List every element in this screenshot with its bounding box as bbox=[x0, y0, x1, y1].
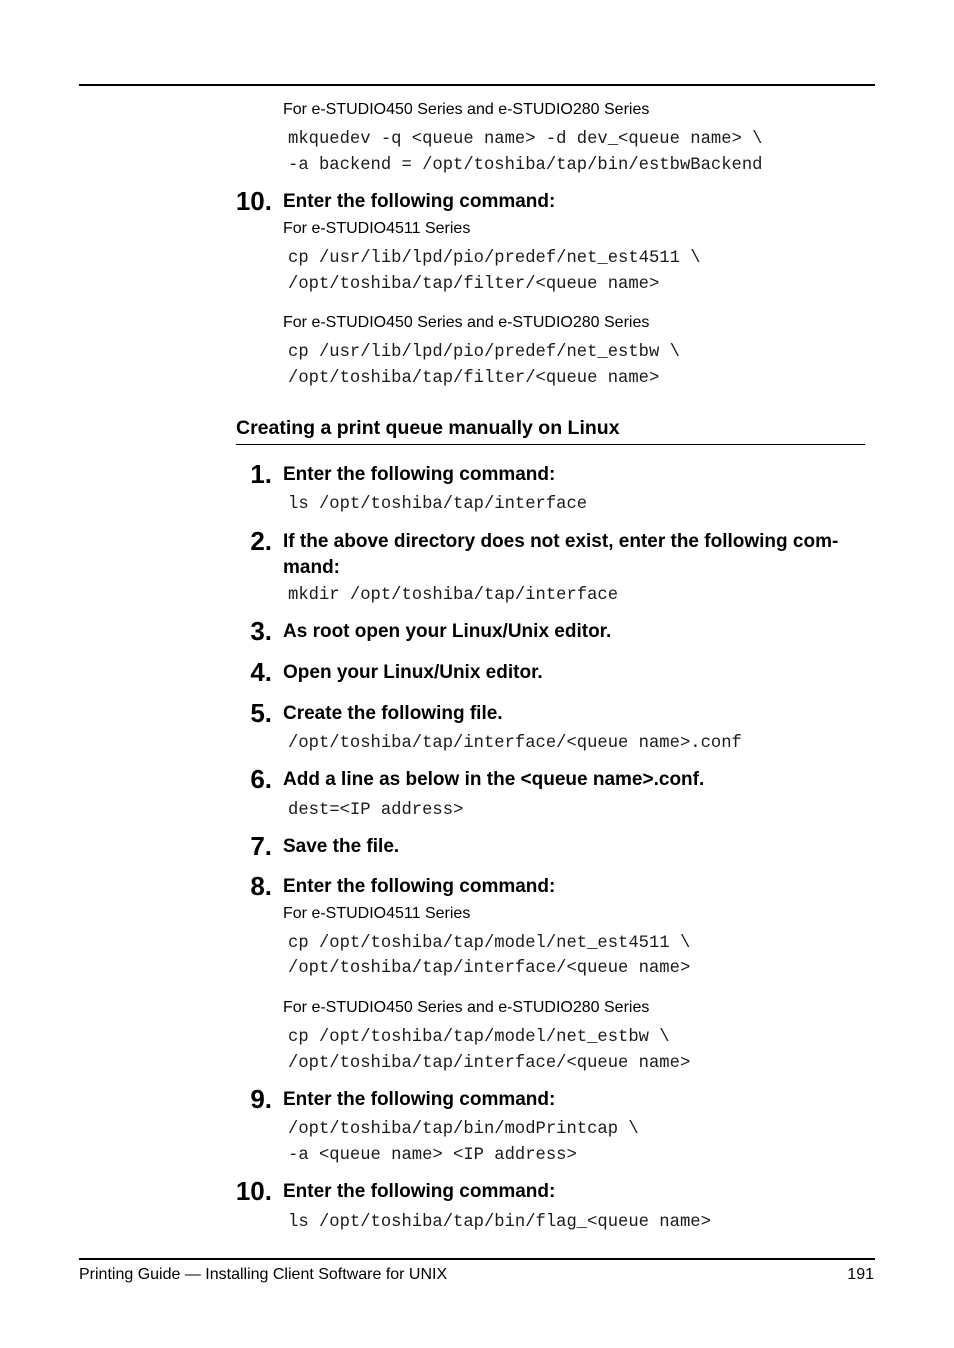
step-text: Enter the following command: bbox=[283, 464, 556, 485]
top-rule bbox=[79, 84, 875, 86]
section-heading: Creating a print queue manually on Linux bbox=[236, 415, 865, 445]
code-line: /opt/toshiba/tap/interface/<queue name> bbox=[288, 959, 691, 978]
code-line: cp /opt/toshiba/tap/model/net_estbw \ bbox=[288, 1028, 670, 1047]
step-number: 8. bbox=[250, 871, 272, 901]
code-line: mkquedev -q <queue name> -d dev_<queue name> \ bbox=[288, 130, 763, 149]
footer-title: Printing Guide — Installing Client Software for UNIX bbox=[79, 1266, 448, 1283]
step-number: 9. bbox=[250, 1084, 272, 1114]
code-line: cp /usr/lib/lpd/pio/predef/net_est4511 \ bbox=[288, 249, 701, 268]
code-line: /opt/toshiba/tap/bin/modPrintcap \ bbox=[288, 1120, 639, 1139]
step-number: 1. bbox=[250, 459, 272, 489]
code-line: -a backend = /opt/toshiba/tap/bin/estbwBackend bbox=[288, 156, 763, 175]
step-number: 10. bbox=[235, 186, 272, 216]
step-text: Enter the following command: bbox=[283, 191, 556, 212]
step-number: 5. bbox=[250, 698, 272, 728]
step-number: 4. bbox=[250, 657, 272, 687]
step-text: Create the following file. bbox=[283, 703, 503, 724]
page-number: 191 bbox=[847, 1266, 874, 1283]
step-number: 10. bbox=[235, 1176, 272, 1206]
step-number: 7. bbox=[250, 831, 272, 861]
step-text: Enter the following command: bbox=[283, 876, 556, 897]
step-number: 2. bbox=[250, 526, 272, 556]
step-text: If the above directory does not exist, enter the following com- bbox=[283, 531, 839, 552]
series-label: For e-STUDIO4511 Series bbox=[283, 220, 471, 237]
step-number: 3. bbox=[250, 616, 272, 646]
code-line: ls /opt/toshiba/tap/interface bbox=[288, 495, 588, 514]
code-line: cp /usr/lib/lpd/pio/predef/net_estbw \ bbox=[288, 343, 680, 362]
step-number: 6. bbox=[250, 764, 272, 794]
series-label: For e-STUDIO450 Series and e-STUDIO280 Series bbox=[283, 101, 650, 118]
footer-rule bbox=[79, 1258, 875, 1260]
code-line: /opt/toshiba/tap/filter/<queue name> bbox=[288, 369, 660, 388]
step-text: Enter the following command: bbox=[283, 1089, 556, 1110]
step-text: mand: bbox=[283, 557, 340, 578]
code-line: ls /opt/toshiba/tap/bin/flag_<queue name> bbox=[288, 1213, 711, 1232]
series-label: For e-STUDIO450 Series and e-STUDIO280 Series bbox=[283, 999, 650, 1016]
code-line: -a <queue name> <IP address> bbox=[288, 1146, 577, 1165]
code-line: cp /opt/toshiba/tap/model/net_est4511 \ bbox=[288, 934, 691, 953]
code-line: /opt/toshiba/tap/interface/<queue name> bbox=[288, 1054, 691, 1073]
step-text: Enter the following command: bbox=[283, 1181, 556, 1202]
series-label: For e-STUDIO4511 Series bbox=[283, 905, 471, 922]
code-line: mkdir /opt/toshiba/tap/interface bbox=[288, 586, 619, 605]
code-line: /opt/toshiba/tap/interface/<queue name>.conf bbox=[288, 734, 742, 753]
code-line: dest=<IP address> bbox=[288, 801, 464, 820]
step-text: Save the file. bbox=[283, 836, 400, 857]
step-text: As root open your Linux/Unix editor. bbox=[283, 621, 612, 642]
series-label: For e-STUDIO450 Series and e-STUDIO280 Series bbox=[283, 314, 650, 331]
step-text: Add a line as below in the <queue name>.conf. bbox=[283, 769, 705, 790]
code-line: /opt/toshiba/tap/filter/<queue name> bbox=[288, 275, 660, 294]
step-text: Open your Linux/Unix editor. bbox=[283, 662, 543, 683]
